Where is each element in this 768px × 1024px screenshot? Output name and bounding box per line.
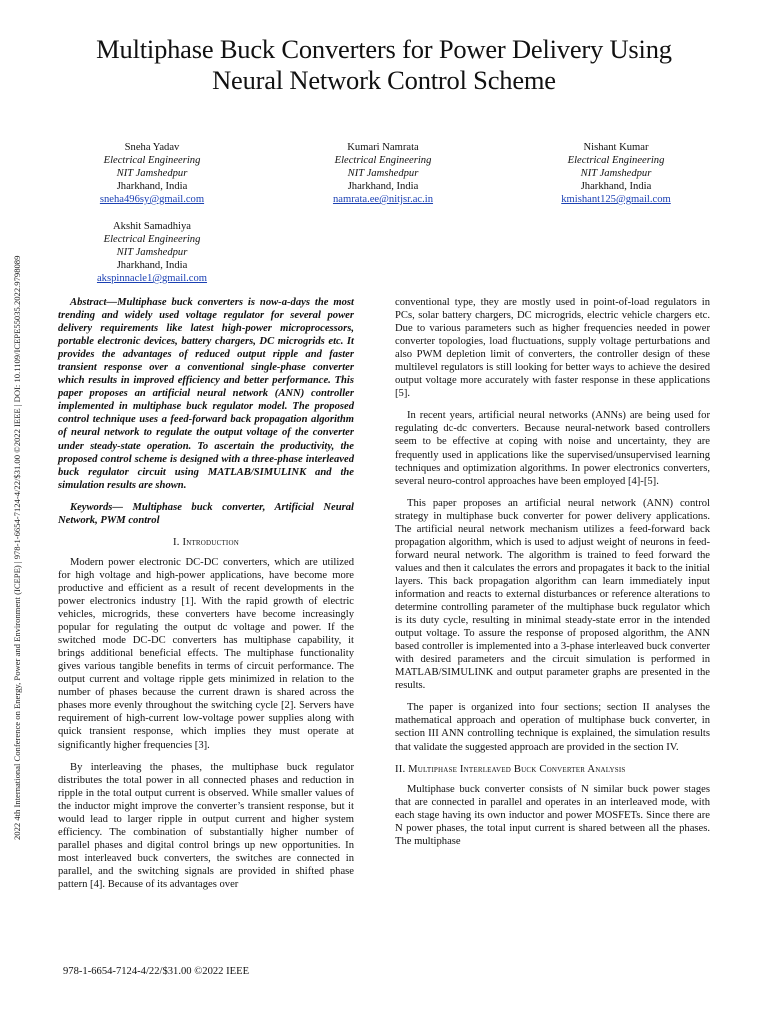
section-heading: I. Introduction bbox=[173, 536, 239, 548]
author-email-link[interactable]: namrata.ee@nitjsr.ac.in bbox=[332, 194, 434, 205]
paper-title: Multiphase Buck Converters for Power Delivery Using Neural Network Control Scheme bbox=[96, 34, 672, 95]
author-department: Electrical Engineering bbox=[103, 234, 201, 245]
author-name: Kumari Namrata bbox=[347, 142, 419, 153]
author-institution: NIT Jamshedpur bbox=[580, 168, 652, 179]
section-heading: II. Multiphase Interleaved Buck Converter Analysis bbox=[395, 763, 626, 775]
author-institution: NIT Jamshedpur bbox=[347, 168, 419, 179]
author-location: Jharkhand, India bbox=[116, 181, 188, 192]
doi-side-note bbox=[10, 180, 28, 840]
paragraph: By interleaving the phases, the multiphase buck regulator distributes the total power in all connected phases and reduction in ripple in the total output current is observed. While smaller values of the inductor might improve the converter’s transient response, but it would lead to larger ripple in output current and higher system efficiency. The combination of substantially higher number of parallel phases and digital control brings up new opportunities. In most interleaved buck converters, the switches are connected in parallel, and the switching signals are provided in shifted phase pattern [4]. Because of its advantages over bbox=[58, 761, 354, 890]
author-location: Jharkhand, India bbox=[580, 181, 652, 192]
right-column bbox=[395, 296, 710, 857]
author-block bbox=[516, 141, 716, 206]
author-name: Nishant Kumar bbox=[583, 142, 649, 153]
abstract: Abstract—Multiphase buck converters is now-a-days the most trending and widely used voltage regulator for several power delivery requirements like latest high-power microprocessors, portable electronic devices, battery chargers, DC microgrids etc. It provides the advantages of reduced output ripple and faster transient response over a conventional single-phase converter which results in improved efficiency and better performance. This paper proposes an artificial neural network (ANN) controller implemented in multiphase buck regulator model. The proposed control technique uses a feed-forward back propagation algorithm of neural network to regulate the output voltage of the converter under steady-state operation. To ascertain the productivity, the proposed control scheme is designed with a three-phase interleaved buck regulator circuit using MATLAB/SIMULINK and the simulation results are shown. bbox=[58, 297, 354, 491]
author-name: Akshit Samadhiya bbox=[113, 221, 191, 232]
paragraph: This paper proposes an artificial neural network (ANN) control strategy in multiphase buck converter for power delivery applications. The artificial neural network mechanism utilizes a feed-forward back propagation algorithm, which is used to adjust weight of neurons in feed-forward neural network. The algorithm is trained to feed forward the values and then it calculates the errors and propagates it back to the initial layers. This back propagation algorithm can learn immediately input information and reacts to external disturbances or reference alterations to determine controlling parameter of the multiphase buck regulator which is its duty cycle, resulting in minimal steady-state error in the intended output voltage. To assure the response of proposed algorithm, the ANN based controller is implemented into a 3-phase interleaved buck converter with desired parameters and the circuit simulation is performed in MATLAB/SIMULINK and output parameter graphs are presented in the results. bbox=[395, 497, 710, 692]
paragraph: conventional type, they are mostly used in point-of-load regulators in PCs, solar battery chargers, DC microgrids, electric vehicle chargers etc. Due to various parameters such as higher frequencies needed in power converter topologies, load fluctuations, supply voltage perturbations and also PWM depletion limit of converters, the controller design of these multilevel regulators is still looking for better ways to achieve the desired output voltage more accurately with faster response in these applications [5]. bbox=[395, 297, 710, 400]
left-column bbox=[58, 296, 354, 900]
paragraph: Multiphase buck converter consists of N similar buck power stages that are connected in parallel and operates in an interleaved mode, with each stage having its own inductor and power MOSFETs. Since there are N power phases, the total input current is shared between all the phases. The multiphase bbox=[395, 783, 710, 847]
keywords: Keywords— Multiphase buck converter, Artificial Neural Network, PWM control bbox=[58, 501, 354, 526]
paragraph: The paper is organized into four sections; section II analyses the mathematical approach and operation of multiphase buck converter, in section III ANN controlling technique is explained, the simulation results that validate the suggested approach are provided in the section IV. bbox=[395, 702, 710, 753]
author-email-link[interactable]: kmishant125@gmail.com bbox=[561, 194, 671, 205]
paragraph: In recent years, artificial neural networks (ANNs) are being used for regulating dc-dc converters. Because neural-network based controllers seem to be effective at coping with noise and uncertainty, they are frequently used in applications like the supervised/unsupervised learning techniques and optimization algorithms. In power electronics converters, several neuro-control approaches have been employed [4]-[5]. bbox=[395, 410, 710, 487]
author-department: Electrical Engineering bbox=[103, 155, 201, 166]
author-email-link[interactable]: sneha496sy@gmail.com bbox=[99, 194, 205, 205]
author-block bbox=[283, 141, 483, 206]
author-name: Sneha Yadav bbox=[124, 142, 180, 153]
author-department: Electrical Engineering bbox=[334, 155, 432, 166]
author-department: Electrical Engineering bbox=[567, 155, 665, 166]
author-location: Jharkhand, India bbox=[347, 181, 419, 192]
author-block bbox=[52, 141, 252, 206]
author-email-link[interactable]: akspinnacle1@gmail.com bbox=[96, 273, 208, 284]
copyright-footer: 978-1-6654-7124-4/22/$31.00 ©2022 IEEE bbox=[63, 966, 250, 977]
author-institution: NIT Jamshedpur bbox=[116, 168, 188, 179]
author-block bbox=[52, 220, 252, 285]
author-institution: NIT Jamshedpur bbox=[116, 247, 188, 258]
doi-side-note-text: 2022 4th International Conference on Energy, Power and Environment (ICEPE) | 978-1-6654-7124-4/22/$31.00 ©2022 IEEE | DOI: 10.1109/ICEPE55035.2022.9798089 bbox=[12, 255, 22, 840]
paragraph: Modern power electronic DC-DC converters, which are utilized for high voltage and high-power applications, have become more productive and efficient as a result of recent developments in the power electronics industry [1]. With the rapid growth of electric vehicles, microgrids, these converters have become increasingly popular for regulating the output dc voltage and power. If the switched mode DC-DC converters has multiphase capability, it brings additional beneficial effects. The multiphase functionality gives various tangible benefits in terms of circuit performance. The output current and voltage ripple gets minimized in relation to the number of phases because the current drawn is shared across the phases more evenly throughout the switching cycle [2]. Servers have requirement of high-current low-voltage power supplies along with quick transient response, which implies they must operate at significantly higher frequencies [3]. bbox=[58, 556, 354, 751]
author-location: Jharkhand, India bbox=[116, 260, 188, 271]
